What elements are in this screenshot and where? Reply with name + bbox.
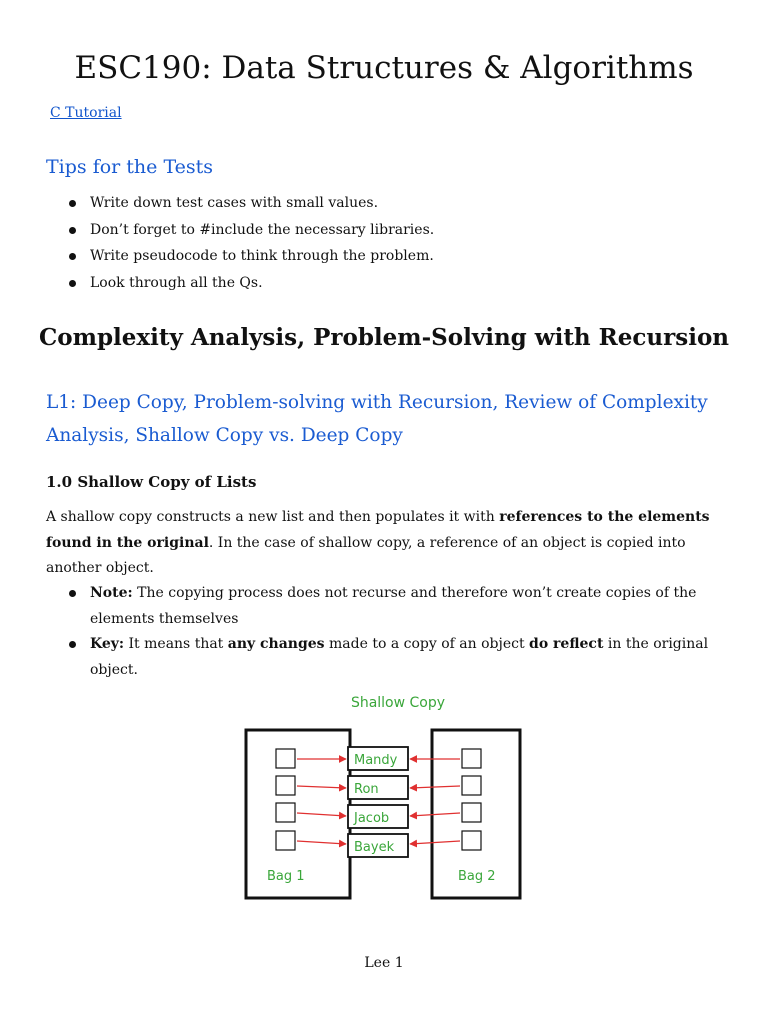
section-heading: Complexity Analysis, Problem-Solving with Recursion <box>38 324 730 351</box>
key-text: It means that <box>124 636 228 652</box>
paragraph-text: . In the case of shallow copy, a reference of an object is copied into another object. <box>46 534 686 576</box>
item-label-jacob: Jacob <box>354 811 390 826</box>
figure-title: Shallow Copy <box>350 695 446 711</box>
key-bold: any changes <box>227 636 325 652</box>
lecture-heading-line2: Analysis, Shallow Copy vs. Deep Copy <box>46 425 403 446</box>
document-title: ESC190: Data Structures & Algorithms <box>74 50 694 86</box>
list-item: Write pseudocode to think through the problem. <box>46 243 434 270</box>
subsection-heading: 1.0 Shallow Copy of Lists <box>46 473 257 491</box>
note-item <box>46 581 728 632</box>
key-label: Key: <box>90 636 125 652</box>
paragraph-bold: references to the elements found in the original <box>46 509 710 551</box>
bag1-label: Bag 1 <box>267 869 305 884</box>
shallow-copy-paragraph <box>46 505 726 582</box>
tips-heading: Tips for the Tests <box>46 156 214 178</box>
item-label-mandy: Mandy <box>354 753 398 768</box>
page-footer: Lee 1 <box>364 955 404 971</box>
note-text: The copying process does not recurse and therefore won’t create copies of the elements themselves <box>90 585 697 627</box>
key-item <box>46 632 728 683</box>
c-tutorial-link[interactable]: C Tutorial <box>50 105 122 121</box>
key-bold: do reflect <box>529 636 604 652</box>
notes-list <box>46 581 728 683</box>
paragraph-text: A shallow copy constructs a new list and then populates it with <box>46 509 500 525</box>
list-item: Don’t forget to #include the necessary libraries. <box>46 217 434 244</box>
tips-list <box>46 190 434 296</box>
item-label-bayek: Bayek <box>354 840 395 855</box>
list-item: Write down test cases with small values. <box>46 190 434 217</box>
shallow-copy-figure <box>230 688 530 904</box>
item-label-ron: Ron <box>354 782 379 797</box>
note-label: Note: <box>90 585 133 601</box>
lecture-heading <box>46 386 736 452</box>
list-item: Look through all the Qs. <box>46 270 434 297</box>
lecture-heading-line1: L1: Deep Copy, Problem-solving with Recursion, Review of Complexity <box>46 392 708 413</box>
bag2-label: Bag 2 <box>458 869 496 884</box>
key-text: made to a copy of an object <box>324 636 530 652</box>
key-text: in the original object. <box>90 636 709 678</box>
